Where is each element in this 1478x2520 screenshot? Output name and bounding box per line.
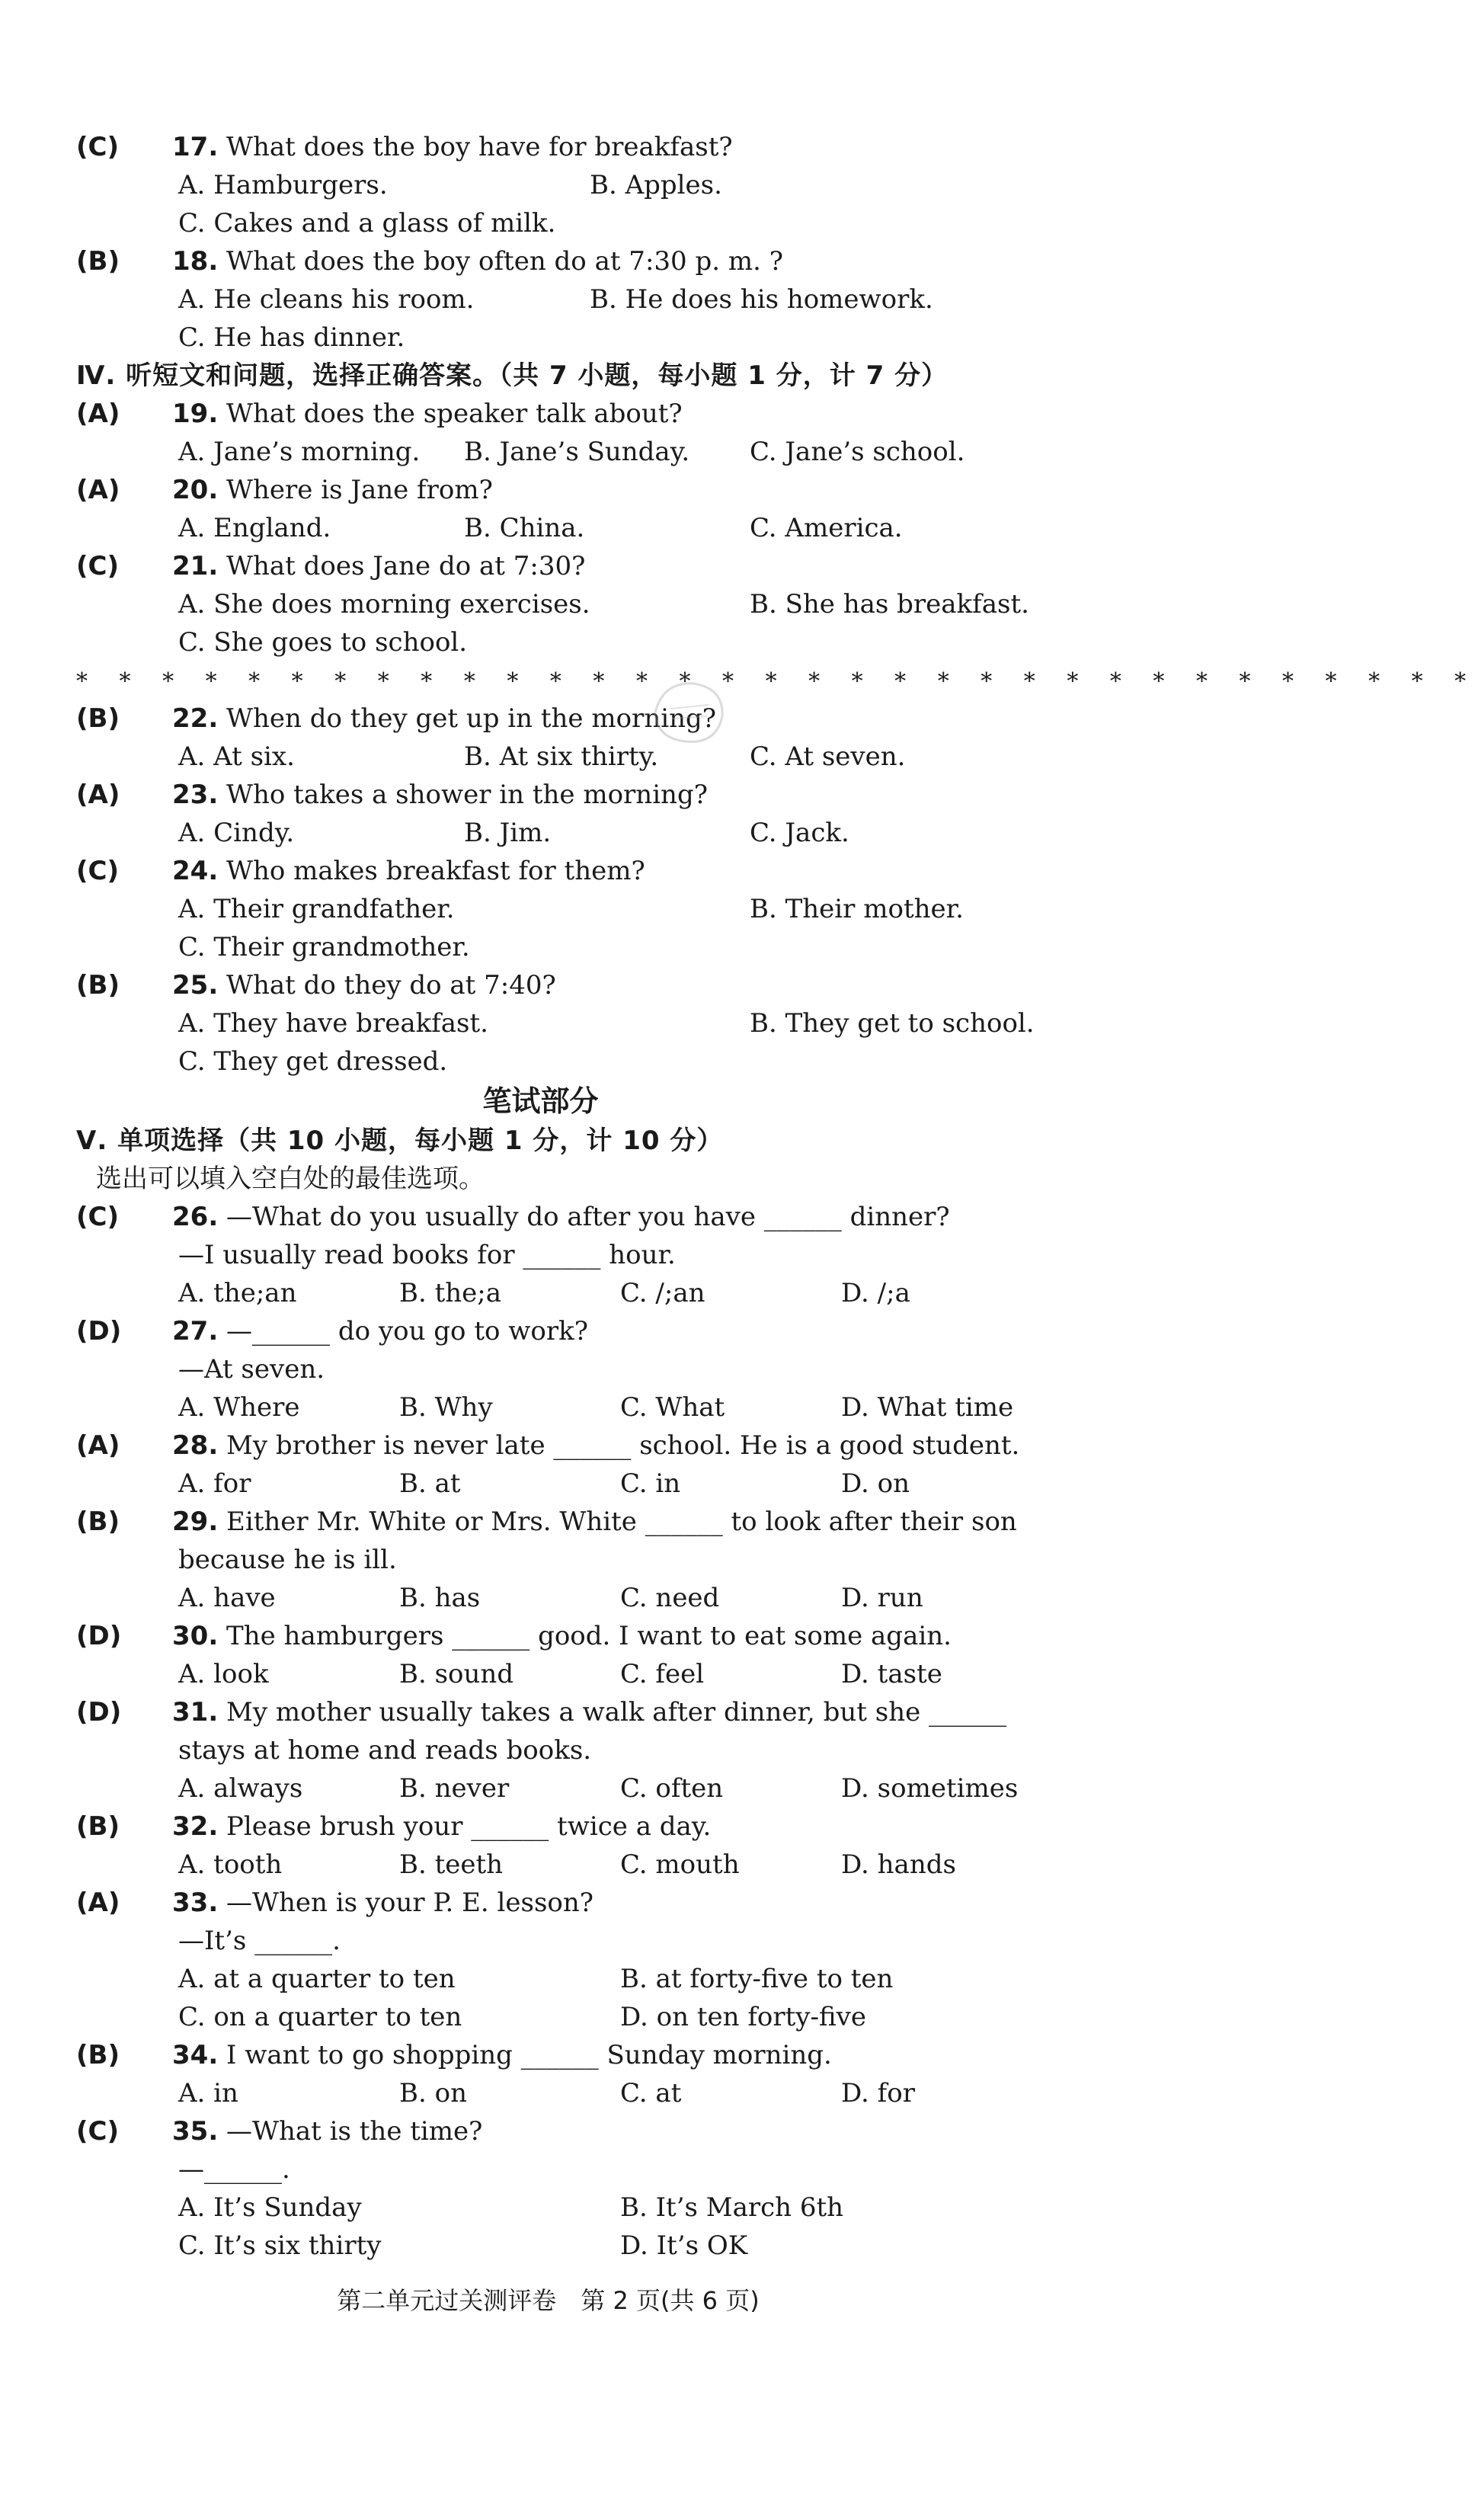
option: C. It’s six thirty — [178, 2230, 382, 2261]
question-text-continued: stays at home and reads books. — [178, 1735, 592, 1766]
option: C. often — [620, 1773, 724, 1804]
option: C. Their grandmother. — [178, 932, 470, 962]
page-footer: 第二单元过关测评卷 第 2 页(共 6 页) — [337, 2286, 760, 2315]
answer-mark: (A) — [76, 475, 120, 505]
option: A. always — [178, 1773, 303, 1804]
option: D. on ten forty-five — [620, 2002, 866, 2032]
option: C. need — [620, 1583, 720, 1613]
question-number: 33. — [172, 1888, 219, 1918]
option: A. She does morning exercises. — [178, 589, 590, 620]
option: A. look — [178, 1659, 269, 1689]
option: B. Jane’s Sunday. — [464, 437, 690, 467]
options-row — [76, 2189, 1051, 2227]
options-row — [76, 1998, 1051, 2036]
option: B. Why — [399, 1392, 493, 1423]
option: B. They get to school. — [750, 1008, 1035, 1039]
options-row — [76, 1655, 1051, 1693]
option: B. at — [399, 1468, 461, 1499]
options-row — [76, 1960, 1051, 1998]
answer-mark: (A) — [76, 780, 120, 810]
answer-mark: (B) — [76, 703, 120, 734]
option: C. at — [620, 2078, 682, 2109]
option: B. never — [399, 1773, 510, 1804]
answer-mark: (C) — [76, 551, 120, 581]
option: A. They have breakfast. — [178, 1008, 488, 1039]
option: B. He does his homework. — [590, 284, 933, 315]
options-row — [76, 623, 1051, 661]
option: A. Cindy. — [178, 818, 295, 848]
option: B. It’s March 6th — [620, 2192, 844, 2223]
answer-mark: (D) — [76, 1621, 122, 1651]
options-row — [76, 1579, 1051, 1617]
star-divider: * * * * * * * * * * * * * * * * * * * * * * * * * * * * * * * * * — [76, 668, 1478, 695]
question-number: 31. — [172, 1697, 219, 1727]
option: D. run — [841, 1583, 923, 1613]
question-35 — [76, 2112, 1051, 2150]
question-number: 26. — [172, 1202, 219, 1232]
option: D. for — [841, 2078, 915, 2109]
options-row — [76, 280, 1051, 319]
question-29 — [76, 1503, 1051, 1541]
question-number: 27. — [172, 1316, 219, 1346]
question-number: 24. — [172, 856, 219, 886]
options-row — [76, 2074, 1051, 2112]
question-number: 28. — [172, 1430, 219, 1461]
options-row — [76, 585, 1051, 623]
option: C. Jack. — [750, 818, 849, 848]
question-text-continued: —At seven. — [178, 1354, 325, 1385]
question-number: 22. — [172, 703, 219, 734]
question-text: What does the boy often do at 7:30 p. m. ? — [226, 246, 783, 277]
options-row — [76, 738, 1051, 776]
option: B. Jim. — [464, 818, 552, 848]
option: D. /;a — [841, 1278, 910, 1308]
options-row — [76, 1846, 1051, 1884]
question-number: 23. — [172, 780, 219, 810]
option: C. He has dinner. — [178, 322, 405, 353]
question-text-continued: —______. — [178, 2154, 290, 2185]
answer-mark: (B) — [76, 1811, 120, 1842]
option: A. Their grandfather. — [178, 894, 455, 924]
question-number: 19. — [172, 399, 219, 429]
question-text: My brother is never late ______ school. He is a good student. — [226, 1430, 1020, 1461]
option: A. He cleans his room. — [178, 284, 475, 315]
question-33 — [76, 1884, 1051, 1922]
options-row — [76, 1388, 1051, 1427]
option: C. in — [620, 1468, 681, 1499]
option: B. Their mother. — [750, 894, 964, 924]
option: A. Jane’s morning. — [178, 437, 421, 467]
option: A. have — [178, 1583, 276, 1613]
stamp-watermark-icon — [648, 674, 731, 751]
option: C. They get dressed. — [178, 1046, 448, 1077]
answer-mark: (B) — [76, 970, 120, 1001]
question-text: —What do you usually do after you have ______ dinner? — [226, 1202, 950, 1232]
question-text: I want to go shopping ______ Sunday morning. — [226, 2040, 832, 2070]
option: A. in — [178, 2078, 238, 2109]
options-row — [76, 319, 1051, 357]
question-34 — [76, 2036, 1051, 2074]
option: D. taste — [841, 1659, 942, 1689]
option: A. Where — [178, 1392, 300, 1423]
option: C. At seven. — [750, 741, 906, 772]
option: B. on — [399, 2078, 467, 2109]
option: D. sometimes — [841, 1773, 1019, 1804]
option: D. hands — [841, 1849, 956, 1880]
options-row — [76, 1004, 1051, 1042]
question-number: 18. — [172, 246, 219, 277]
option: D. It’s OK — [620, 2230, 748, 2261]
question-number: 30. — [172, 1621, 219, 1651]
option: B. has — [399, 1583, 481, 1613]
option: A. for — [178, 1468, 251, 1499]
question-31 — [76, 1693, 1051, 1731]
answer-mark: (B) — [76, 1507, 120, 1537]
answer-mark: (B) — [76, 246, 120, 277]
options-row — [76, 2227, 1051, 2265]
option: A. England. — [178, 513, 331, 543]
question-text-continued: —It’s ______. — [178, 1926, 341, 1956]
option: B. China. — [464, 513, 585, 543]
question-text: Either Mr. White or Mrs. White ______ to look after their son — [226, 1507, 1017, 1537]
question-text: What do they do at 7:40? — [226, 970, 556, 1001]
question-text: Please brush your ______ twice a day. — [226, 1811, 712, 1842]
question-number: 35. — [172, 2116, 219, 2147]
option: A. the;an — [178, 1278, 297, 1308]
options-row — [76, 1274, 1051, 1312]
question-18 — [76, 242, 1051, 280]
option: B. sound — [399, 1659, 514, 1689]
question-text: —When is your P. E. lesson? — [226, 1888, 594, 1918]
option: D. on — [841, 1468, 910, 1499]
answer-mark: (A) — [76, 1430, 120, 1461]
question-text: What does the boy have for breakfast? — [226, 132, 733, 162]
question-number: 32. — [172, 1811, 219, 1842]
question-text: What does Jane do at 7:30? — [226, 551, 586, 581]
question-text: My mother usually takes a walk after dinner, but she ______ — [226, 1697, 1007, 1727]
option: A. tooth — [178, 1849, 283, 1880]
question-text: When do they get up in the morning? — [226, 703, 716, 734]
answer-mark: (B) — [76, 2040, 120, 2070]
option: C. feel — [620, 1659, 705, 1689]
option: A. It’s Sunday — [178, 2192, 362, 2223]
question-number: 20. — [172, 475, 219, 505]
answer-mark: (A) — [76, 399, 120, 429]
options-row — [76, 928, 1051, 966]
question-number: 21. — [172, 551, 219, 581]
option: B. Apples. — [590, 170, 722, 200]
option: B. the;a — [399, 1278, 502, 1308]
answer-mark: (C) — [76, 1202, 120, 1232]
question-24 — [76, 852, 1051, 890]
option: A. Hamburgers. — [178, 170, 388, 200]
question-17 — [76, 128, 1051, 166]
answer-mark: (D) — [76, 1697, 122, 1727]
question-22 — [76, 700, 1051, 738]
question-number: 29. — [172, 1507, 219, 1537]
question-text-continued: because he is ill. — [178, 1545, 397, 1575]
question-number: 25. — [172, 970, 219, 1001]
question-23 — [76, 776, 1051, 814]
option: C. on a quarter to ten — [178, 2002, 462, 2032]
question-27 — [76, 1312, 1051, 1350]
option: B. at forty-five to ten — [620, 1964, 894, 1994]
option: C. mouth — [620, 1849, 740, 1880]
option: C. What — [620, 1392, 725, 1423]
question-text-continued: —I usually read books for ______ hour. — [178, 1240, 676, 1270]
option: B. At six thirty. — [464, 741, 659, 772]
option: C. /;an — [620, 1278, 705, 1308]
question-text: What does the speaker talk about? — [226, 399, 683, 429]
option: A. at a quarter to ten — [178, 1964, 456, 1994]
question-text: Where is Jane from? — [226, 475, 493, 505]
answer-mark: (D) — [76, 1316, 122, 1346]
question-20 — [76, 471, 1051, 509]
question-32 — [76, 1808, 1051, 1846]
options-row — [76, 433, 1051, 471]
options-row — [76, 1465, 1051, 1503]
written-part-title: 笔试部分 — [482, 1084, 599, 1118]
question-text: Who takes a shower in the morning? — [226, 780, 708, 810]
options-row — [76, 1769, 1051, 1808]
question-28 — [76, 1427, 1051, 1465]
question-text: —______ do you go to work? — [226, 1316, 588, 1346]
question-text: —What is the time? — [226, 2116, 483, 2147]
question-19 — [76, 395, 1051, 433]
option: B. She has breakfast. — [750, 589, 1029, 620]
option: D. What time — [841, 1392, 1014, 1423]
option: C. Jane’s school. — [750, 437, 965, 467]
answer-mark: (A) — [76, 1888, 120, 1918]
options-row — [76, 1042, 1051, 1081]
question-text: Who makes breakfast for them? — [226, 856, 645, 886]
option: C. America. — [750, 513, 903, 543]
answer-mark: (C) — [76, 856, 120, 886]
options-row — [76, 204, 1051, 242]
answer-mark: (C) — [76, 132, 120, 162]
question-number: 17. — [172, 132, 219, 162]
section-5-instruction: 选出可以填入空白处的最佳选项。 — [96, 1164, 485, 1194]
question-26 — [76, 1198, 1051, 1236]
section-4-heading: Ⅳ. 听短文和问题，选择正确答案。（共 7 小题，每小题 1 分，计 7 分） — [76, 360, 949, 391]
option: A. At six. — [178, 741, 295, 772]
options-row — [76, 166, 1051, 204]
options-row — [76, 890, 1051, 928]
question-number: 34. — [172, 2040, 219, 2070]
options-row — [76, 509, 1051, 547]
option: C. She goes to school. — [178, 627, 468, 658]
option: B. teeth — [399, 1849, 504, 1880]
question-21 — [76, 547, 1051, 585]
question-30 — [76, 1617, 1051, 1655]
answer-mark: (C) — [76, 2116, 120, 2147]
options-row — [76, 814, 1051, 852]
question-text: The hamburgers ______ good. I want to eat some again. — [226, 1621, 952, 1651]
option: C. Cakes and a glass of milk. — [178, 208, 556, 239]
question-25 — [76, 966, 1051, 1004]
section-5-heading: Ⅴ. 单项选择（共 10 小题，每小题 1 分，计 10 分） — [76, 1126, 724, 1156]
